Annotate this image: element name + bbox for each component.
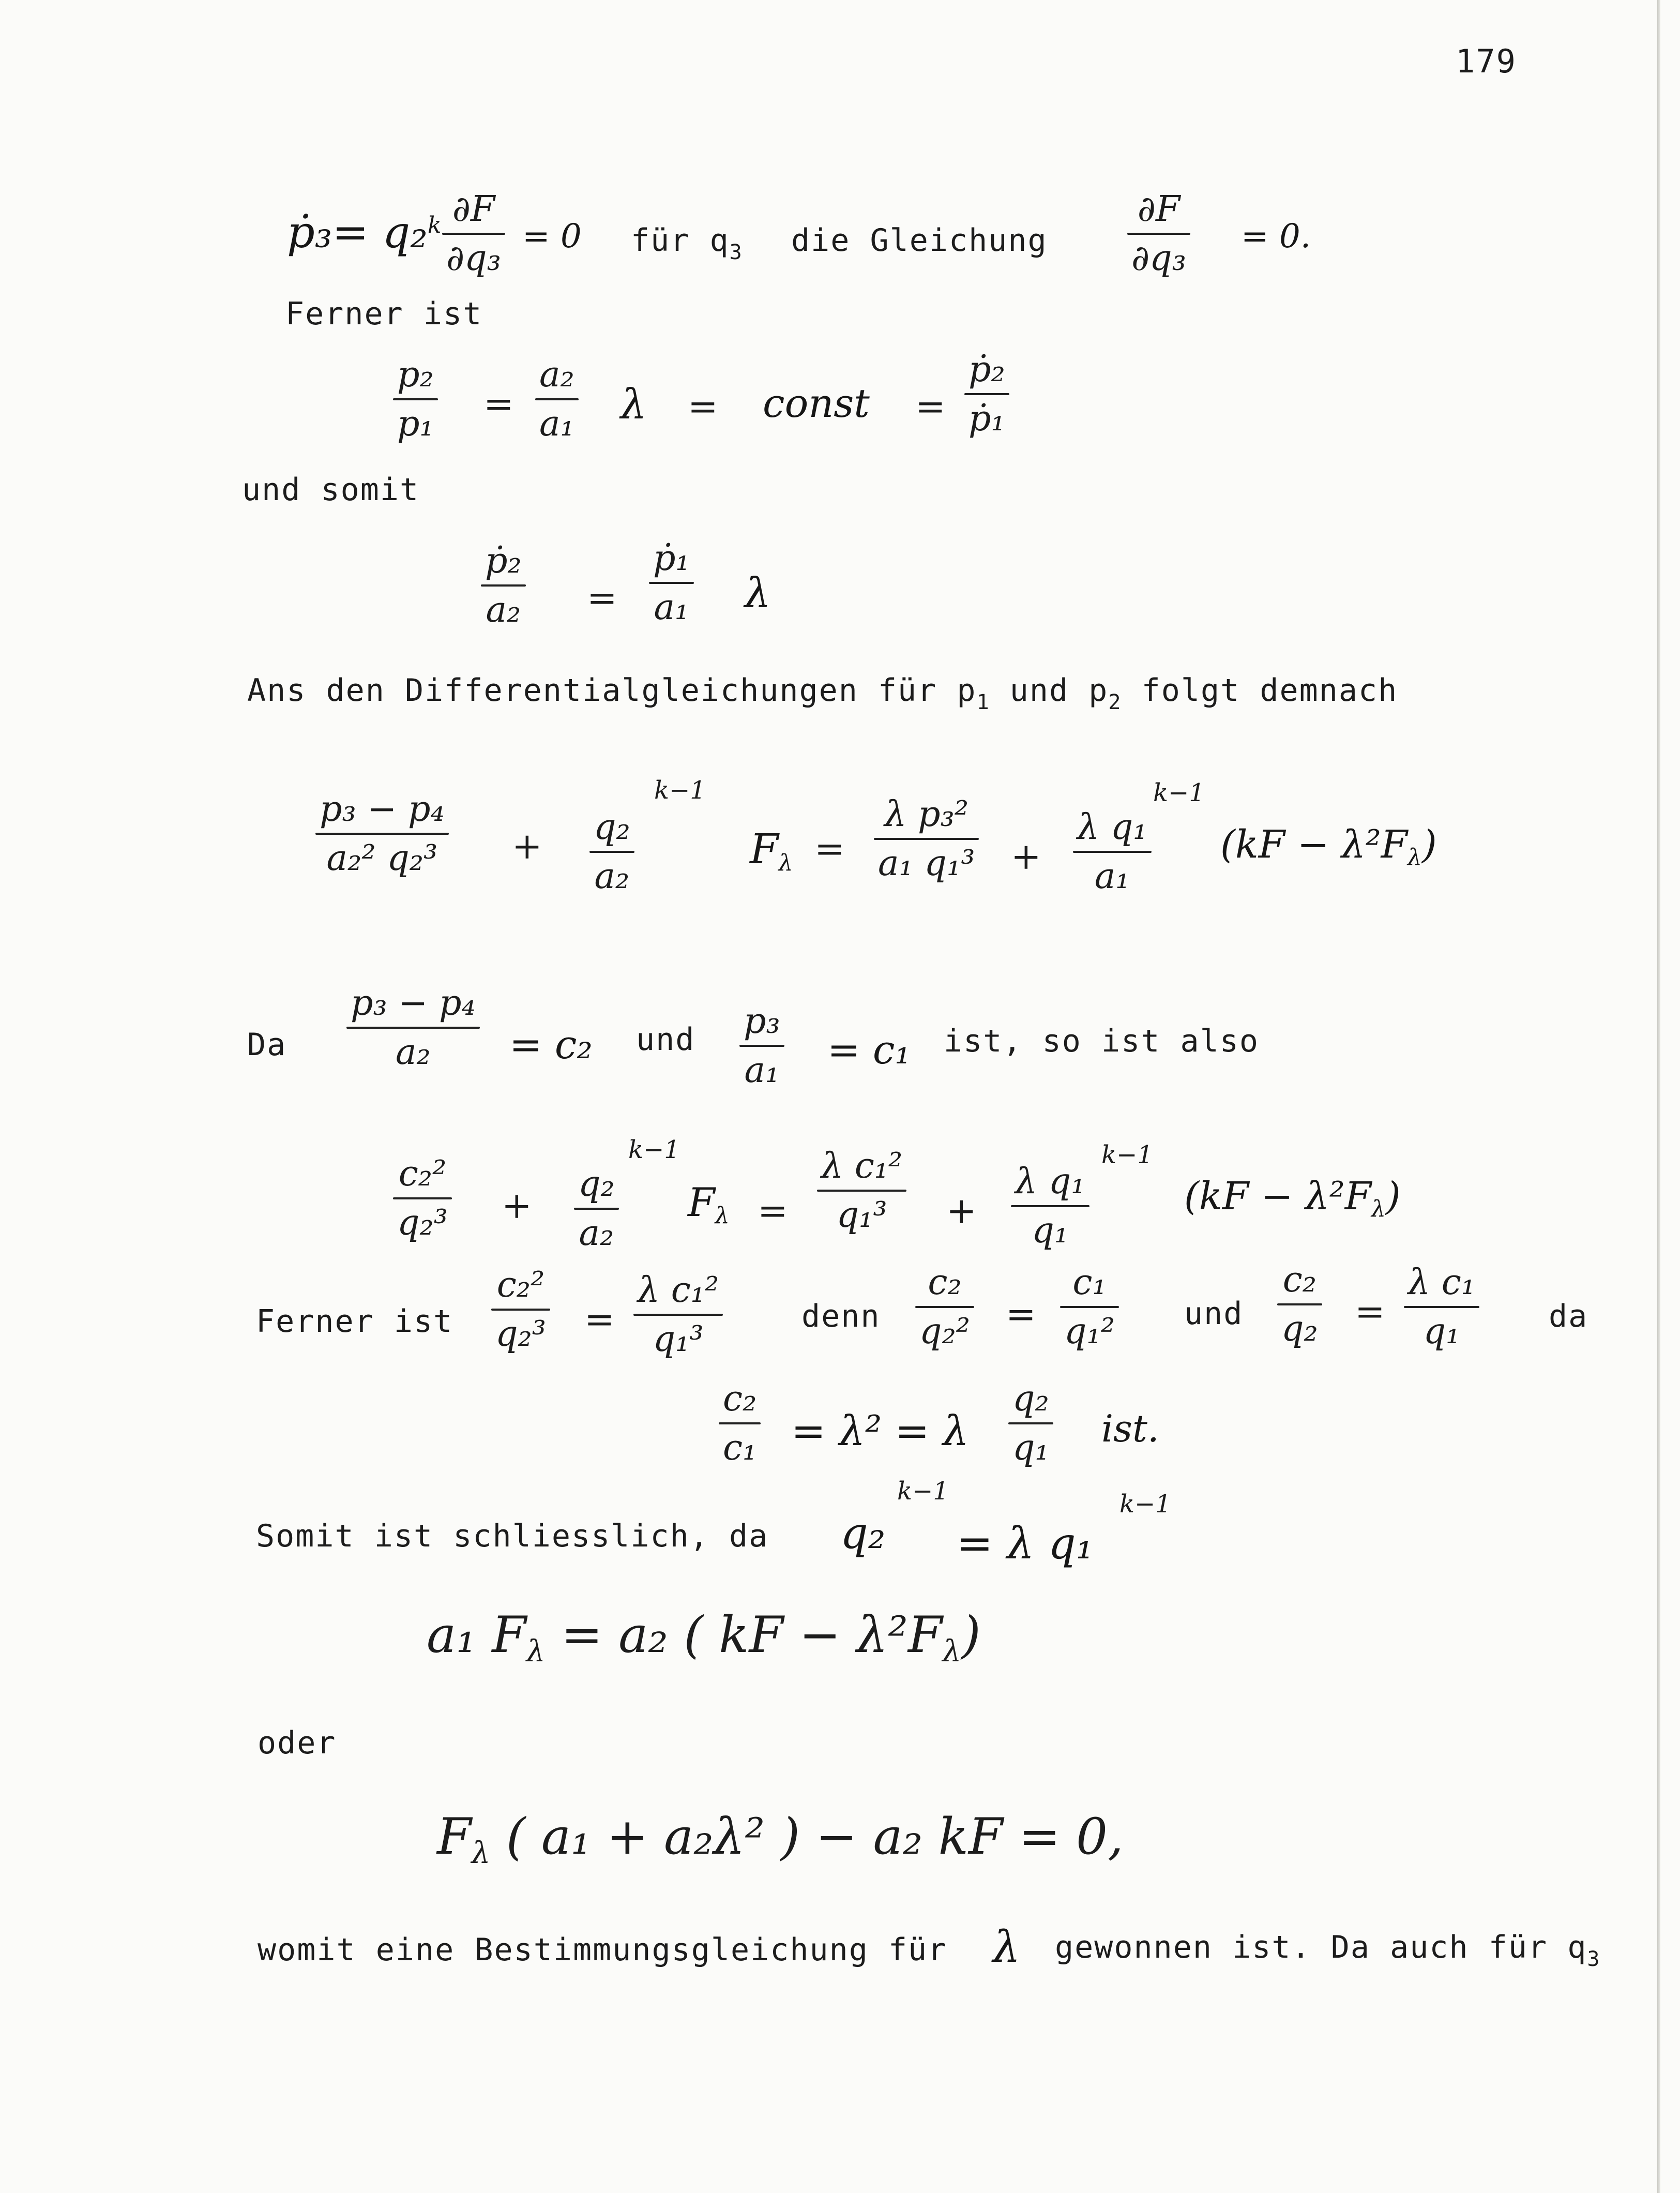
e6-frac-1: c₂ c₁ [719, 1378, 761, 1468]
f2-equals-3: = [1355, 1290, 1385, 1333]
eq1-fraction: ∂F ∂q₃ [442, 189, 505, 279]
f2-equals-2: = [1006, 1293, 1036, 1335]
eq4-plus-1: + [512, 825, 542, 867]
f2-frac-1: c₂² q₂³ [491, 1265, 550, 1355]
text-womit-a: womit eine Bestimmungsgleichung für [258, 1932, 948, 1968]
eq5-frac-4: λ q₁ q₁ [1011, 1161, 1089, 1251]
eq2-lambda: λ [620, 380, 647, 428]
text-und-somit: und somit [242, 472, 420, 508]
text-somit: Somit ist schliesslich, da [256, 1518, 769, 1554]
page-number: 179 [1456, 42, 1517, 80]
da-frac-2: p₃ a₁ [739, 1001, 784, 1091]
scan-page-edge [1657, 0, 1660, 2193]
da-eq-c2: = c₂ [509, 1022, 593, 1068]
text-denn: denn [801, 1298, 881, 1334]
f2-frac-5: c₂ q₂ [1277, 1259, 1322, 1349]
womit-lambda: λ [993, 1921, 1021, 1972]
text-ferner-ist-2: Ferner ist [256, 1303, 453, 1340]
eq8: $F_\lambda$ ( a₁ + a₂λ² ) − a₂ kF = 0, [437, 1808, 1124, 1870]
eq1-lhs: ṗ₃= q₂$^k$ [287, 207, 442, 258]
eq1-rhs: = 0 [522, 217, 582, 256]
eq2-const: const [763, 380, 870, 426]
somit-exp-1: k−1 [897, 1477, 949, 1506]
eq1b-rhs: = 0. [1241, 217, 1311, 256]
eq5-frac-3: λ c₁² q₁³ [817, 1146, 906, 1236]
eq4-exp-km1-2: k−1 [1153, 778, 1205, 807]
eq5-bracket: $(kF - \lambda^2F_\lambda)$ [1184, 1174, 1401, 1222]
eq2-equals-1: = [483, 383, 514, 425]
eq5-exp-km1-2: k−1 [1101, 1140, 1153, 1169]
eq4-frac-2: q₂ a₂ [589, 807, 634, 897]
text-fuer-q3: für $q_3$ [631, 222, 743, 264]
text-ans-den: Ans den Differentialgleichungen für $p_1$ und $p_2$ folgt demnach [247, 672, 1398, 714]
eq4-frac-1: p₃ − p₄ a₂² q₂³ [315, 789, 449, 879]
text-da-2: da [1549, 1298, 1588, 1334]
eq5-F-lambda: $F_\lambda$ [688, 1179, 730, 1229]
eq2-frac-p: p₂ p₁ [393, 354, 438, 444]
somit-rhs: = λ q₁ [957, 1518, 1094, 1569]
eq3-frac-2: ṗ₁ a₁ [649, 538, 694, 628]
f2-equals-1: = [584, 1298, 615, 1341]
eq2-frac-a: a₂ a₁ [535, 354, 579, 444]
eq4-frac-4: λ q₁ a₁ [1073, 807, 1152, 897]
eq5-exp-km1: k−1 [628, 1135, 680, 1164]
text-ferner-ist-1: Ferner ist [285, 296, 483, 332]
somit-exp-2: k−1 [1119, 1490, 1171, 1519]
eq4-plus-2: + [1011, 835, 1041, 878]
text-und-2: und [1184, 1296, 1244, 1332]
eq4-frac-3: λ p₃² a₁ q₁³ [874, 794, 979, 884]
eq3-equals: = [587, 577, 617, 619]
text-oder: oder [258, 1725, 337, 1761]
da-frac-1: p₃ − p₄ a₂ [346, 983, 480, 1073]
text-womit-b: gewonnen ist. Da auch für $q_3$ [1055, 1929, 1601, 1971]
eq4-F-lambda: $F_\lambda$ [750, 825, 793, 876]
eq5-equals: = [758, 1190, 788, 1232]
f2-frac-6: λ c₁ q₁ [1404, 1262, 1479, 1352]
eq4-bracket: $(kF - \lambda^2F_\lambda)$ [1220, 822, 1437, 870]
eq7: a₁ $F_\lambda = a_2$ ( kF − $\lambda^2F_\lambda$) [427, 1606, 981, 1669]
f2-frac-2: λ c₁² q₁³ [633, 1270, 723, 1360]
eq5-plus-1: + [502, 1184, 532, 1227]
eq2-frac-pdot: ṗ₂ ṗ₁ [964, 349, 1009, 439]
eq4-exp-km1: k−1 [654, 776, 706, 805]
eq2-equals-3: = [915, 385, 946, 428]
eq5-frac-2: q₂ a₂ [574, 1164, 619, 1254]
somit-lhs: q₂ [840, 1508, 886, 1558]
f2-frac-4: c₁ q₁² [1060, 1262, 1119, 1352]
eq3-lambda: λ [745, 569, 771, 617]
eq5-frac-1: c₂² q₂³ [393, 1153, 452, 1243]
text-da-und: und [636, 1022, 695, 1058]
e6-mid: = λ² = λ [791, 1407, 969, 1455]
f2-frac-3: c₂ q₂² [915, 1262, 974, 1352]
e6-ist: ist. [1101, 1407, 1159, 1450]
e6-frac-2: q₂ q₁ [1008, 1378, 1053, 1468]
eq2-equals-2: = [688, 385, 718, 428]
text-die-gleichung: die Gleichung [791, 222, 1048, 259]
eq5-plus-2: + [946, 1190, 977, 1232]
text-da: Da [247, 1027, 287, 1063]
eq4-equals: = [814, 828, 845, 870]
da-eq-c1: = c₁ [827, 1027, 911, 1073]
eq3-frac-1: ṗ₂ a₂ [481, 540, 526, 630]
text-da-end: ist, so ist also [944, 1023, 1259, 1059]
eq1b-fraction: ∂F ∂q₃ [1127, 189, 1190, 279]
